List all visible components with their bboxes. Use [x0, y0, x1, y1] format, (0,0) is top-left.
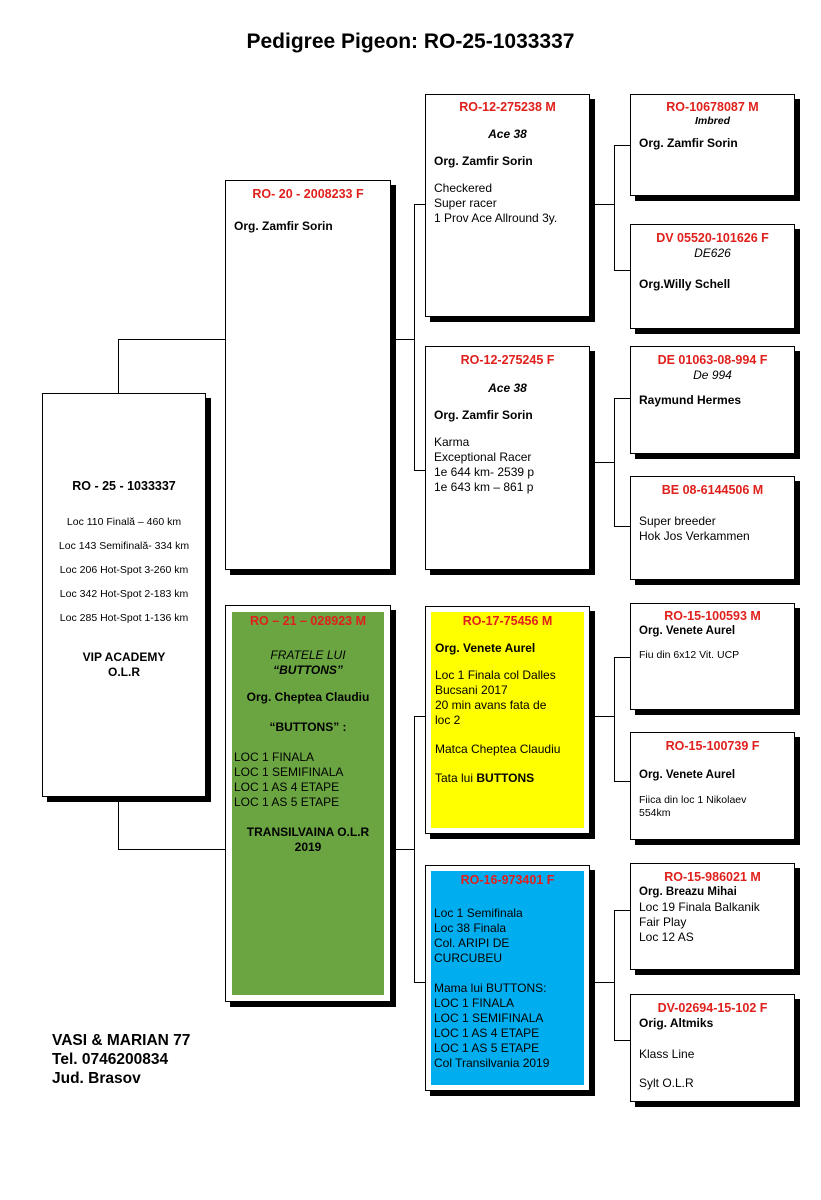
sire-org: Org. Zamfir Sorin [234, 219, 333, 233]
detail-line: Loc 19 Finala Balkanik [639, 900, 760, 914]
gp3-org: Org. Venete Aurel [435, 641, 536, 655]
detail-line: Karma [434, 435, 470, 449]
gp3-tata-name: BUTTONS [476, 771, 535, 785]
gp1-ring: RO-12-275238 M [459, 100, 556, 114]
result-line: LOC 1 AS 4 ETAPE [234, 780, 340, 794]
detail-line: CURCUBEU [434, 951, 503, 965]
gp2-details [426, 435, 589, 495]
ggp4-ring: BE 08-6144506 M [661, 483, 764, 497]
result-line: Loc 110 Finală – 460 km [66, 516, 182, 528]
gp1-details [426, 181, 589, 226]
sire-ring: RO- 20 - 2008233 F [252, 187, 364, 201]
page-title: Pedigree Pigeon: RO-25-1033337 [246, 30, 575, 53]
detail-line: Mama lui BUTTONS: [434, 981, 547, 995]
detail-line: 20 min avans fata de [435, 698, 547, 712]
gp2-ring: RO-12-275245 F [460, 353, 555, 367]
ggp8-ring: DV-02694-15-102 F [657, 1001, 768, 1015]
granddam-card [425, 865, 590, 1091]
detail-line: 1e 644 km- 2539 p [434, 465, 535, 479]
connector [614, 145, 615, 270]
detail-line: 1e 643 km – 861 p [434, 480, 534, 494]
dam-results [232, 750, 384, 810]
connector [614, 1040, 630, 1041]
gp3-details [431, 668, 584, 728]
ggp8-text: Klass Line [639, 1047, 695, 1061]
ggp7-org: Org. Breazu Mihai [639, 886, 737, 898]
detail-line: Col. ARIPI DE [434, 936, 510, 950]
dam-note: “BUTTONS” [273, 663, 343, 677]
connector [391, 339, 414, 340]
connector [118, 339, 119, 394]
gp3-tata [431, 771, 584, 786]
ggp1-org: Org. Zamfir Sorin [639, 136, 738, 150]
result-line: LOC 1 SEMIFINALA [234, 765, 344, 779]
gp2-name: Ace 38 [488, 381, 527, 395]
gp4-ring: RO-16-973401 F [460, 873, 555, 887]
detail-line: Loc 1 Semifinala [434, 906, 523, 920]
dam-race: 2019 [294, 840, 322, 854]
gp3-matca: Matca Cheptea Claudiu [435, 742, 561, 756]
ancestor-card [630, 224, 795, 329]
gp3-tata-prefix: Tata lui [435, 771, 477, 785]
ggp6-text: Fiica din loc 1 Nikolaev [639, 794, 747, 806]
ggp3-org: Raymund Hermes [639, 393, 742, 407]
breeder-contact [52, 1031, 190, 1088]
detail-line: Col Transilvania 2019 [434, 1056, 550, 1070]
result-line: Loc 342 Hot-Spot 2-183 km [59, 588, 189, 600]
connector [118, 849, 226, 850]
connector [614, 270, 630, 271]
ancestor-card [630, 346, 795, 454]
grandsire-card [425, 94, 590, 317]
result-line: Loc 206 Hot-Spot 3-260 km [59, 564, 189, 576]
dam-ring: RO – 21 – 028923 M [249, 614, 367, 628]
dam-card [225, 605, 391, 1002]
result-line: LOC 1 FINALA [234, 750, 315, 764]
detail-line: Bucsani 2017 [435, 683, 508, 697]
detail-line: LOC 1 AS 5 ETAPE [434, 1041, 540, 1055]
gp1-name: Ace 38 [488, 127, 527, 141]
ggp5-ring: RO-15-100593 M [664, 609, 761, 623]
gp4-details-2 [431, 981, 584, 1071]
detail-line: Hok Jos Verkammen [639, 529, 750, 543]
connector [614, 526, 630, 527]
ggp2-org: Org.Willy Schell [639, 277, 731, 291]
dam-race: TRANSILVAINA O.L.R [246, 825, 370, 839]
ggp6-text: 554km [639, 807, 671, 819]
subject-ring: RO - 25 - 1033337 [72, 479, 176, 493]
dam-note: FRATELE LUI [270, 648, 346, 662]
connector [414, 204, 415, 470]
ancestor-card [630, 603, 795, 710]
ggp6-ring: RO-15-100739 F [665, 739, 760, 753]
connector [614, 398, 630, 399]
detail-line: Super racer [434, 196, 497, 210]
detail-line: Loc 12 AS [639, 930, 694, 944]
detail-line: Exceptional Racer [434, 450, 532, 464]
ggp6-org: Org. Venete Aurel [639, 769, 736, 781]
sire-card [225, 180, 391, 570]
detail-line: LOC 1 AS 4 ETAPE [434, 1026, 540, 1040]
ggp5-org: Org. Venete Aurel [639, 625, 736, 637]
connector [118, 797, 119, 849]
subject-card [42, 393, 206, 797]
connector [614, 398, 615, 526]
ancestor-card [630, 94, 795, 196]
connector [414, 982, 425, 983]
connector [590, 204, 614, 205]
detail-line: Loc 38 Finala [434, 921, 507, 935]
ggp3-name: De 994 [693, 368, 732, 382]
ggp3-ring: DE 01063-08-994 F [657, 353, 768, 367]
gp4-details [431, 906, 584, 966]
gp1-org: Org. Zamfir Sorin [434, 154, 533, 168]
detail-line: 1 Prov Ace Allround 3y. [434, 211, 558, 225]
breeder-name: VASI & MARIAN 77 [52, 1032, 191, 1049]
ggp4-details [631, 514, 794, 544]
connector [414, 716, 425, 717]
grandsire-card [425, 606, 590, 834]
granddam-card [425, 346, 590, 570]
connector [414, 716, 415, 982]
gp2-org: Org. Zamfir Sorin [434, 408, 533, 422]
club-line: VIP ACADEMY [82, 650, 166, 664]
ggp8-text: Sylt O.L.R [639, 1076, 694, 1090]
detail-line: Checkered [434, 181, 493, 195]
detail-line: LOC 1 SEMIFINALA [434, 1011, 544, 1025]
result-line: LOC 1 AS 5 ETAPE [234, 795, 340, 809]
ggp7-ring: RO-15-986021 M [664, 870, 761, 884]
connector [414, 470, 425, 471]
ancestor-card [630, 863, 795, 970]
connector [614, 781, 630, 782]
gp3-ring: RO-17-75456 M [462, 614, 553, 628]
ancestor-card [630, 732, 795, 840]
ggp8-org: Orig. Altmiks [639, 1016, 714, 1030]
result-line: Loc 285 Hot-Spot 1-136 km [59, 612, 189, 624]
detail-line: Loc 1 Finala col Dalles [435, 668, 556, 682]
ancestor-card [630, 476, 795, 580]
ggp5-text: Fiu din 6x12 Vit. UCP [639, 649, 740, 661]
connector [614, 910, 615, 1040]
subject-results [43, 510, 205, 630]
connector [590, 462, 614, 463]
club-line: O.L.R [108, 665, 140, 679]
breeder-phone: Tel. 0746200834 [52, 1051, 169, 1068]
connector [614, 910, 630, 911]
connector [414, 204, 425, 205]
connector [590, 716, 614, 717]
connector [614, 145, 630, 146]
connector [391, 849, 414, 850]
result-line: Loc 143 Semifinală- 334 km [58, 540, 190, 552]
ggp1-ring: RO-10678087 M [666, 100, 759, 114]
ggp7-details [631, 900, 794, 945]
connector [118, 339, 226, 340]
dam-org: Org. Cheptea Claudiu [246, 690, 370, 704]
ggp2-ring: DV 05520-101626 F [656, 231, 769, 245]
detail-line: Fair Play [639, 915, 687, 929]
detail-line: Super breeder [639, 514, 716, 528]
detail-line: loc 2 [435, 713, 461, 727]
connector [614, 657, 615, 781]
ggp1-name: Imbred [694, 115, 730, 127]
breeder-region: Jud. Brasov [52, 1070, 141, 1087]
connector [590, 982, 614, 983]
connector [614, 657, 630, 658]
ancestor-card [630, 994, 795, 1102]
detail-line: LOC 1 FINALA [434, 996, 515, 1010]
dam-heading: “BUTTONS” : [269, 720, 347, 734]
ggp2-name: DE626 [694, 246, 731, 260]
